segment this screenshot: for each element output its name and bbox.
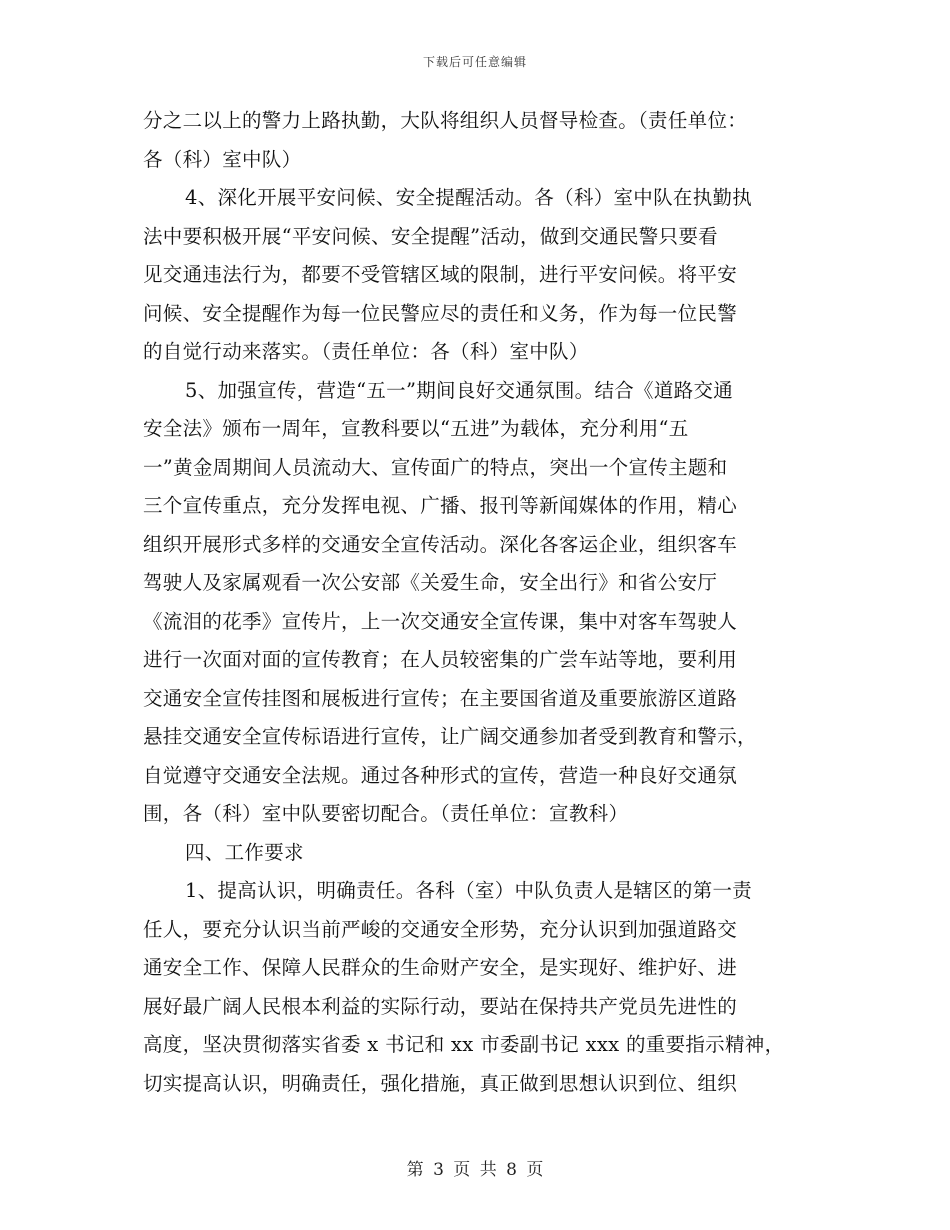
text-line: 法中要积极开展“平安问候、安全提醒”活动，做到交通民警只要看	[143, 224, 718, 248]
page-footer: 第 3 页 共 8 页	[406, 1160, 544, 1180]
section-heading: 四、工作要求	[185, 840, 304, 864]
text-line: 5、加强宣传，营造“五一”期间良好交通氛围。结合《道路交通	[185, 378, 734, 402]
page-header: 下载后可任意编辑	[422, 55, 527, 69]
text-line: 通安全工作、保障人民群众的生命财产安全，是实现好、维护好、进	[143, 956, 738, 979]
text-line: 问候、安全提醒作为每一位民警应尽的责任和义务，作为每一位民警	[143, 301, 738, 325]
text-line: 各（科）室中队）	[143, 147, 302, 171]
text-line: 任人，要充分认识当前严峻的交通安全形势，充分认识到加强道路交	[143, 917, 738, 941]
text-line: 切实提高认识，明确责任，强化措施，真正做到思想认识到位、组织	[143, 1071, 738, 1095]
text-line: 悬挂交通安全宣传标语进行宣传，让广阔交通参加者受到教育和警示，	[143, 725, 757, 748]
text-line: 《流泪的花季》宣传片，上一次交通安全宣传课，集中对客车驾驶人	[143, 609, 738, 633]
text-line: 组织开展形式多样的交通安全宣传活动。深化各客运企业，组织客车	[143, 532, 738, 556]
text-line: 一”黄金周期间人员流动大、宣传面广的特点，突出一个宣传主题和	[143, 455, 728, 479]
text-line: 见交通违法行为，都要不受管辖区域的限制，进行平安问候。将平安	[143, 263, 738, 286]
text-line: 高度，坚决贯彻落实省委 x 书记和 xx 市委副书记 xxx 的重要指示精神，	[143, 1033, 785, 1056]
text-line: 安全法》颁布一周年，宣教科要以“五进”为载体，充分利用“五	[143, 417, 689, 440]
text-line: 交通安全宣传挂图和展板进行宣传；在主要国省道及重要旅游区道路	[143, 686, 738, 710]
text-line: 的自觉行动来落实。（责任单位：各（科）室中队）	[143, 340, 589, 363]
text-line: 围，各（科）室中队要密切配合。（责任单位：宣教科）	[143, 802, 629, 825]
text-line: 三个宣传重点，充分发挥电视、广播、报刊等新闻媒体的作用，精心	[143, 494, 738, 517]
text-line: 4、深化开展平安问候、安全提醒活动。各（科）室中队在执勤执	[185, 186, 753, 209]
text-line: 分之二以上的警力上路执勤，大队将组织人员督导检查。（责任单位：	[143, 109, 748, 132]
text-line: 自觉遵守交通安全法规。通过各种形式的宣传，营造一种良好交通氛	[143, 763, 738, 787]
text-line: 进行一次面对面的宣传教育；在人员较密集的广尝车站等地，要利用	[143, 648, 738, 671]
text-line: 驾驶人及家属观看一次公安部《关爱生命，安全出行》和省公安厅	[143, 571, 718, 594]
text-line: 1、提高认识，明确责任。各科（室）中队负责人是辖区的第一责	[185, 879, 753, 902]
text-line: 展好最广阔人民根本利益的实际行动，要站在保持共产党员先进性的	[143, 994, 738, 1018]
document-body	[143, 102, 813, 1103]
